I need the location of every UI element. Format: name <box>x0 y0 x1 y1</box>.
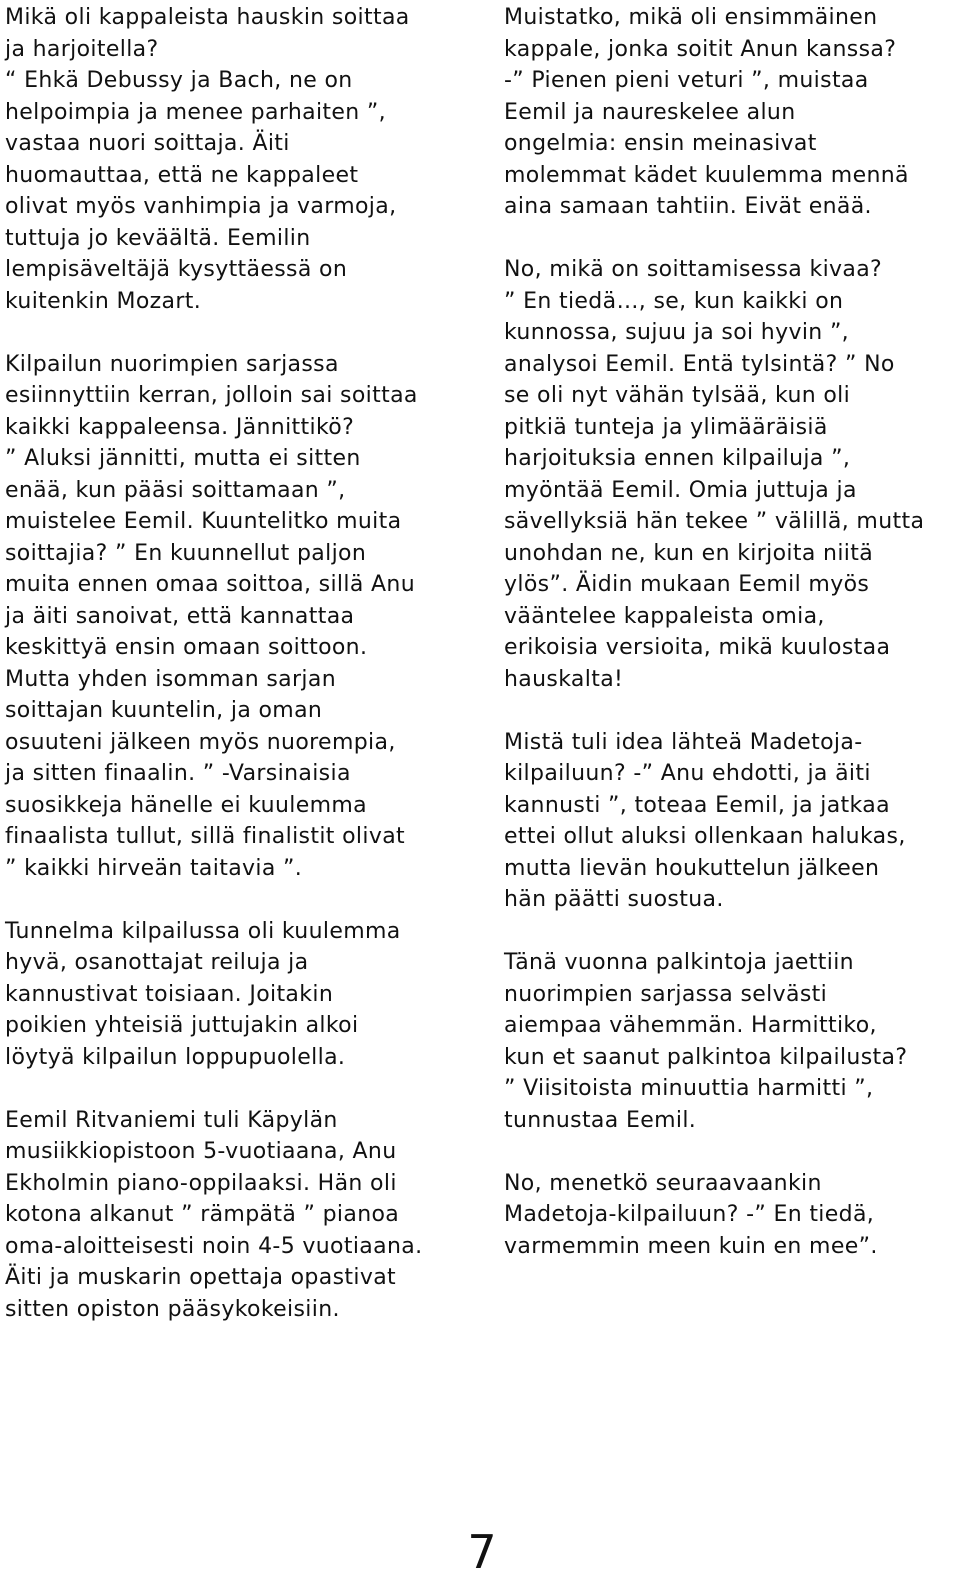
paragraph: No, menetkö seuraavaankin Madetoja-kilpailuun? -” En tiedä, varmemmin meen kuin en mee”. <box>504 1170 878 1259</box>
left-column <box>5 2 467 1357</box>
paragraph: Eemil Ritvaniemi tuli Käpylän musiikkiopistoon 5-vuotiaana, Anu Ekholmin piano-oppilaaksi. Hän oli kotona alkanut ” rämpätä ” pianoa oma-aloitteisesti noin 4-5 vuotiaana. Äiti ja muskarin opettaja opastivat sitten opiston pääsykokeisiin. <box>5 1107 423 1322</box>
paragraph: Tänä vuonna palkintoja jaettiin nuorimpien sarjassa selvästi aiempaa vähemmän. Harmittiko, kun et saanut palkintoa kilpailusta? ” Viisitoista minuuttia harmitti ”, tunnustaa Eemil. <box>504 950 908 1133</box>
paragraph: Mikä oli kappaleista hauskin soittaa ja harjoitella? “ Ehkä Debussy ja Bach, ne on helpoimpia ja menee parhaiten ”, vastaa nuori soittaja. Äiti huomauttaa, että ne kappaleet olivat myös vanhimpia ja varmoja, tuttuja jo keväältä. Eemilin lempisäveltäjä kysyttäessä on kuitenkin Mozart. <box>5 5 410 314</box>
paragraph: Muistatko, mikä oli ensimmäinen kappale, jonka soitit Anun kanssa? -” Pienen pieni veturi ”, muistaa Eemil ja naureskelee alun ongelmia: ensin meinasivat molemmat kädet kuulemma mennä aina samaan tahtiin. Eivät enää. <box>504 5 909 219</box>
paragraph: Kilpailun nuorimpien sarjassa esiinnyttiin kerran, jolloin sai soittaa kaikki kappaleensa. Jännittikö? ” Aluksi jännitti, mutta ei sitten enää, kun pääsi soittamaan ”, muistelee Eemil. Kuuntelitko muita soittajia? ” En kuunnellut paljon muita ennen omaa soittoa, sillä Anu ja äiti sanoivat, että kannattaa keskittyä ensin omaan soittoon. Mutta yhden isomman sarjan soittajan kuuntelin, ja oman osuuteni jälkeen myös nuorempia, ja sitten finaalin. ” -Varsinaisia suosikkeja hänelle ei kuulemma finaalista tullut, sillä finalistit olivat ” kaikki hirveän taitavia ”. <box>5 351 418 881</box>
paragraph: Tunnelma kilpailussa oli kuulemma hyvä, osanottajat reiluja ja kannustivat toisiaan. Joitakin poikien yhteisiä juttujakin alkoi löytyä kilpailun loppupuolella. <box>5 918 401 1070</box>
paragraph: No, mikä on soittamisessa kivaa? ” En tiedä…, se, kun kaikki on kunnossa, sujuu ja soi hyvin ”, analysoi Eemil. Entä tylsintä? ” No se oli nyt vähän tylsää, kun oli pitkiä tunteja ja ylimääräisiä harjoituksia ennen kilpailuja ”, myöntää Eemil. Omia juttuja ja sävellyksiä hän tekee ” välillä, mutta unohdan ne, kun en kirjoita niitä ylös”. Äidin mukaan Eemil myös vääntelee kappaleista omia, erikoisia versioita, mikä kuulostaa hauskalta! <box>504 257 925 692</box>
right-column <box>504 2 956 1294</box>
page-number: 7 <box>467 1525 497 1579</box>
paragraph: Mistä tuli idea lähteä Madetoja- kilpailuun? -” Anu ehdotti, ja äiti kannusti ”, toteaa Eemil, ja jatkaa ettei ollut aluksi ollenkaan halukas, mutta lievän houkuttelun jälkeen hän päätti suostua. <box>504 729 906 912</box>
